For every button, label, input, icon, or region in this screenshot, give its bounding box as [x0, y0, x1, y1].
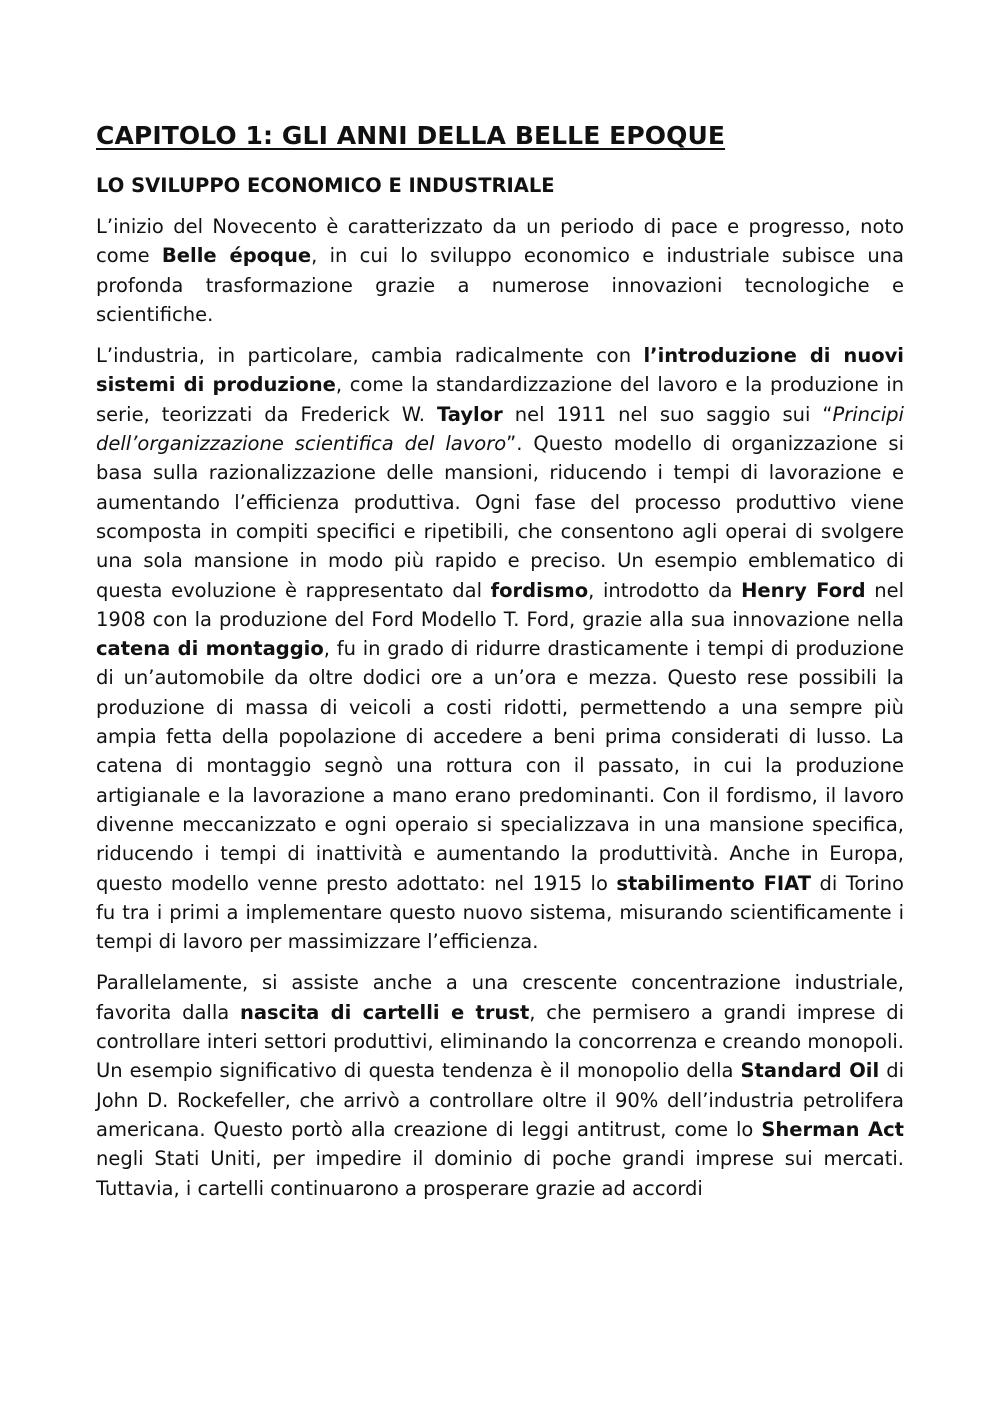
bold-text: catena di montaggio	[96, 637, 324, 661]
text-run: ”. Questo modello di organizzazione si basa sulla razionalizzazione delle mansioni, riducendo i tempi di lavorazione e aumentando l’efficienza produttiva. Ogni fase del processo produttivo viene scomposta in compiti specifici e ripetibili, che consentono agli operai di svolgere una sola mansione in modo più rapido e preciso. Un esempio emblematico di questa evoluzione è rappresentato dal	[96, 432, 905, 602]
text-run: nel 1908 con la produzione del Ford Modello T. Ford, grazie alla sua innovazione nella	[96, 578, 905, 631]
bold-text: Sherman Act	[761, 1117, 904, 1141]
bold-text: fordismo	[490, 578, 589, 602]
section-title: LO SVILUPPO ECONOMICO E INDUSTRIALE	[96, 174, 555, 197]
text-run: di John D. Rockefeller, che arrivò a controllare oltre il 90% dell’industria petrolifera americana. Questo portò alla creazione di leggi antitrust, come lo	[96, 1059, 904, 1141]
text-run: , fu in grado di ridurre drasticamente i tempi di produzione di un’automobile da oltre dodici ore a un’ora e mezza. Questo rese possibili la produzione di massa di veicoli a costi ridotti, permettendo a una sempre più ampia fetta della popolazione di accedere a beni prima considerati di lusso. La catena di montaggio segnò una rottura con il passato, in cui la produzione artigianale e la lavorazione a mano erano predominanti. Con il fordismo, il lavoro divenne meccanizzato e ogni operaio si specializzava in una mansione specifica, riducendo i tempi di inattività e aumentando la produttività. Anche in Europa, questo modello venne presto adottato: nel 1915 lo	[96, 637, 904, 895]
bold-text: Henry Ford	[741, 578, 866, 602]
chapter-title: CAPITOLO 1: GLI ANNI DELLA BELLE EPOQUE	[96, 121, 726, 150]
text-run: , in cui lo sviluppo economico e industriale subisce una profonda trasformazione grazie a numerose innovazioni tecnologiche e scientifiche.	[96, 244, 904, 326]
bold-text: l’introduzione di nuovi sistemi di produzione	[96, 344, 904, 397]
bold-text: Taylor	[436, 402, 503, 426]
text-run: negli Stati Uniti, per impedire il dominio di poche grandi imprese sui mercati. Tuttavia, i cartelli continuarono a prosperare grazie ad accordi	[96, 1147, 904, 1200]
text-run: nel 1911 nel suo saggio sui “	[502, 402, 833, 426]
bold-text: Belle époque	[161, 244, 312, 268]
paragraph-3	[96, 968, 904, 1202]
paragraph-2	[96, 341, 904, 956]
text-run: , come la standardizzazione del lavoro e la produzione in serie, teorizzati da Frederick W.	[96, 373, 904, 426]
text-run: L’industria, in particolare, cambia radicalmente con	[96, 344, 644, 368]
paragraph-1	[96, 212, 904, 329]
bold-text: Standard Oil	[740, 1059, 880, 1083]
bold-text: stabilimento FIAT	[616, 871, 812, 895]
text-run: , introdotto da	[588, 578, 742, 602]
text-run: L’inizio del Novecento è caratterizzato da un periodo di pace e progresso, noto come	[96, 215, 904, 268]
bold-text: nascita di cartelli e trust	[239, 1000, 530, 1024]
text-run: , che permisero a grandi imprese di controllare interi settori produttivi, eliminando la concorrenza e creando monopoli. Un esempio significativo di questa tendenza è il monopolio della	[96, 1000, 904, 1083]
italic-text: Principi dell’organizzazione scientifica del lavoro	[96, 402, 904, 456]
text-run: Parallelamente, si assiste anche a una crescente concentrazione industriale, favorita dalla	[96, 971, 904, 1024]
text-run: di Torino fu tra i primi a implementare questo nuovo sistema, misurando scientificamente i tempi di lavoro per massimizzare l’efficienza.	[96, 871, 904, 954]
